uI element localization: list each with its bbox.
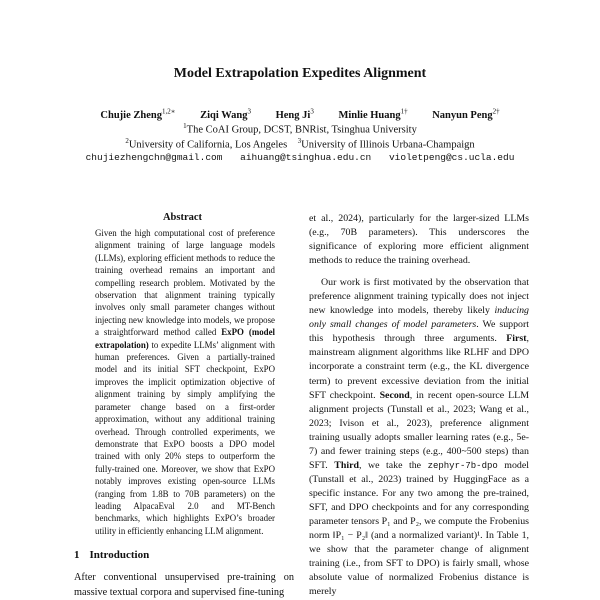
email-list — [0, 152, 600, 163]
introduction-text: After conventional unsupervised pre-training on massive textual corpora and supervised fine-tuning — [74, 572, 294, 598]
author: Heng Ji$^3$ — [275, 107, 314, 121]
right-column-text — [309, 212, 529, 599]
paper-title: Model Extrapolation Expedites Alignment — [173, 66, 427, 81]
section-heading-introduction: 1 Introduction — [74, 549, 150, 561]
affiliation-line-2: $^2$University of California, Los Angeles $^3$University of Illinois Urbana-Champaign — [125, 137, 475, 151]
email: aihuang@tsinghua.edu.cn — [240, 152, 372, 163]
email: violetpeng@cs.ucla.edu — [388, 152, 515, 163]
author: Nanyun Peng$^{2\dagger}$ — [432, 107, 500, 121]
author-list — [0, 107, 600, 121]
abstract-heading: Abstract — [162, 212, 203, 223]
email: chujiezhengchn@gmail.com — [85, 152, 223, 163]
paragraph: et al., 2024), particularly for the larger-sized LLMs (e.g., 70B parameters). This underscores the significance of exploring more efficient alignment methods to reduce the training overhead. — [309, 213, 529, 267]
author: Chujie Zheng$^{1,2∗}$ — [100, 107, 176, 121]
paragraph: Our work is first motivated by the observation that preference alignment training typically does not inject new knowledge into models, thereby likely inducing only small changes of model parameters. We support this hypothesis through three arguments. First, mainstream alignment algorithms like RLHF and DPO incorporate a constraint term (e.g., the KL divergence term) to prevent excessive deviation from the initial SFT checkpoint. Second, in recent open-source LLM alignment projects (Tunstall et al., 2023; Wang et al., 2023; Ivison et al., 2023), preference alignment training usually adopts smaller learning rates (e.g., 5e-7) and fewer training steps (e.g., 400~500 steps) than SFT. Third, we take the zephyr-7b-dpo model (Tunstall et al., 2023) trained by HuggingFace as a specific instance. For any two among the pre-trained, SFT, and DPO checkpoints and for any corresponding parameter tensors P₁ and P₂, we compute the Frobenius norm ‖P₁ − P₂‖ (and a normalized variant)¹. In Table 1, we show that the parameter change of alignment training (i.e., from SFT to DPO) is fairly small, whose absolute value of normalized Frobenius distance is merely — [309, 277, 529, 598]
abstract-body: Given the high computational cost of preference alignment training of large language models (LLMs), exploring efficient methods to reduce the training overhead remains an important and compelling research problem. Motivated by the observation that alignment training typically involves only small parameter changes without injecting new knowledge into models, we propose a straightforward method called ExPO (model extrapolation) to expedite LLMs’ alignment with human preferences. Given a partially-trained model and its initial SFT checkpoint, ExPO improves the implicit optimization objective of alignment training by simply amplifying the parameter change based on a first-order approximation, without any additional training overhead. Through controlled experiments, we demonstrate that ExPO boosts a DPO model trained with only 20% steps to outperform the fully-trained one. Moreover, we show that ExPO notably improves existing open-source LLMs (ranging from 1.8B to 70B parameters) on the leading AlpacaEval 2.0 and MT-Bench benchmarks, which highlights ExPO’s broader utility in efficiently enhancing LLM alignment. — [95, 228, 275, 536]
affiliation-line-1: $^1$The CoAI Group, DCST, BNRist, Tsinghua University — [183, 122, 417, 136]
author: Ziqi Wang$^3$ — [200, 107, 251, 121]
author: Minlie Huang$^{1\dagger}$ — [338, 107, 408, 121]
